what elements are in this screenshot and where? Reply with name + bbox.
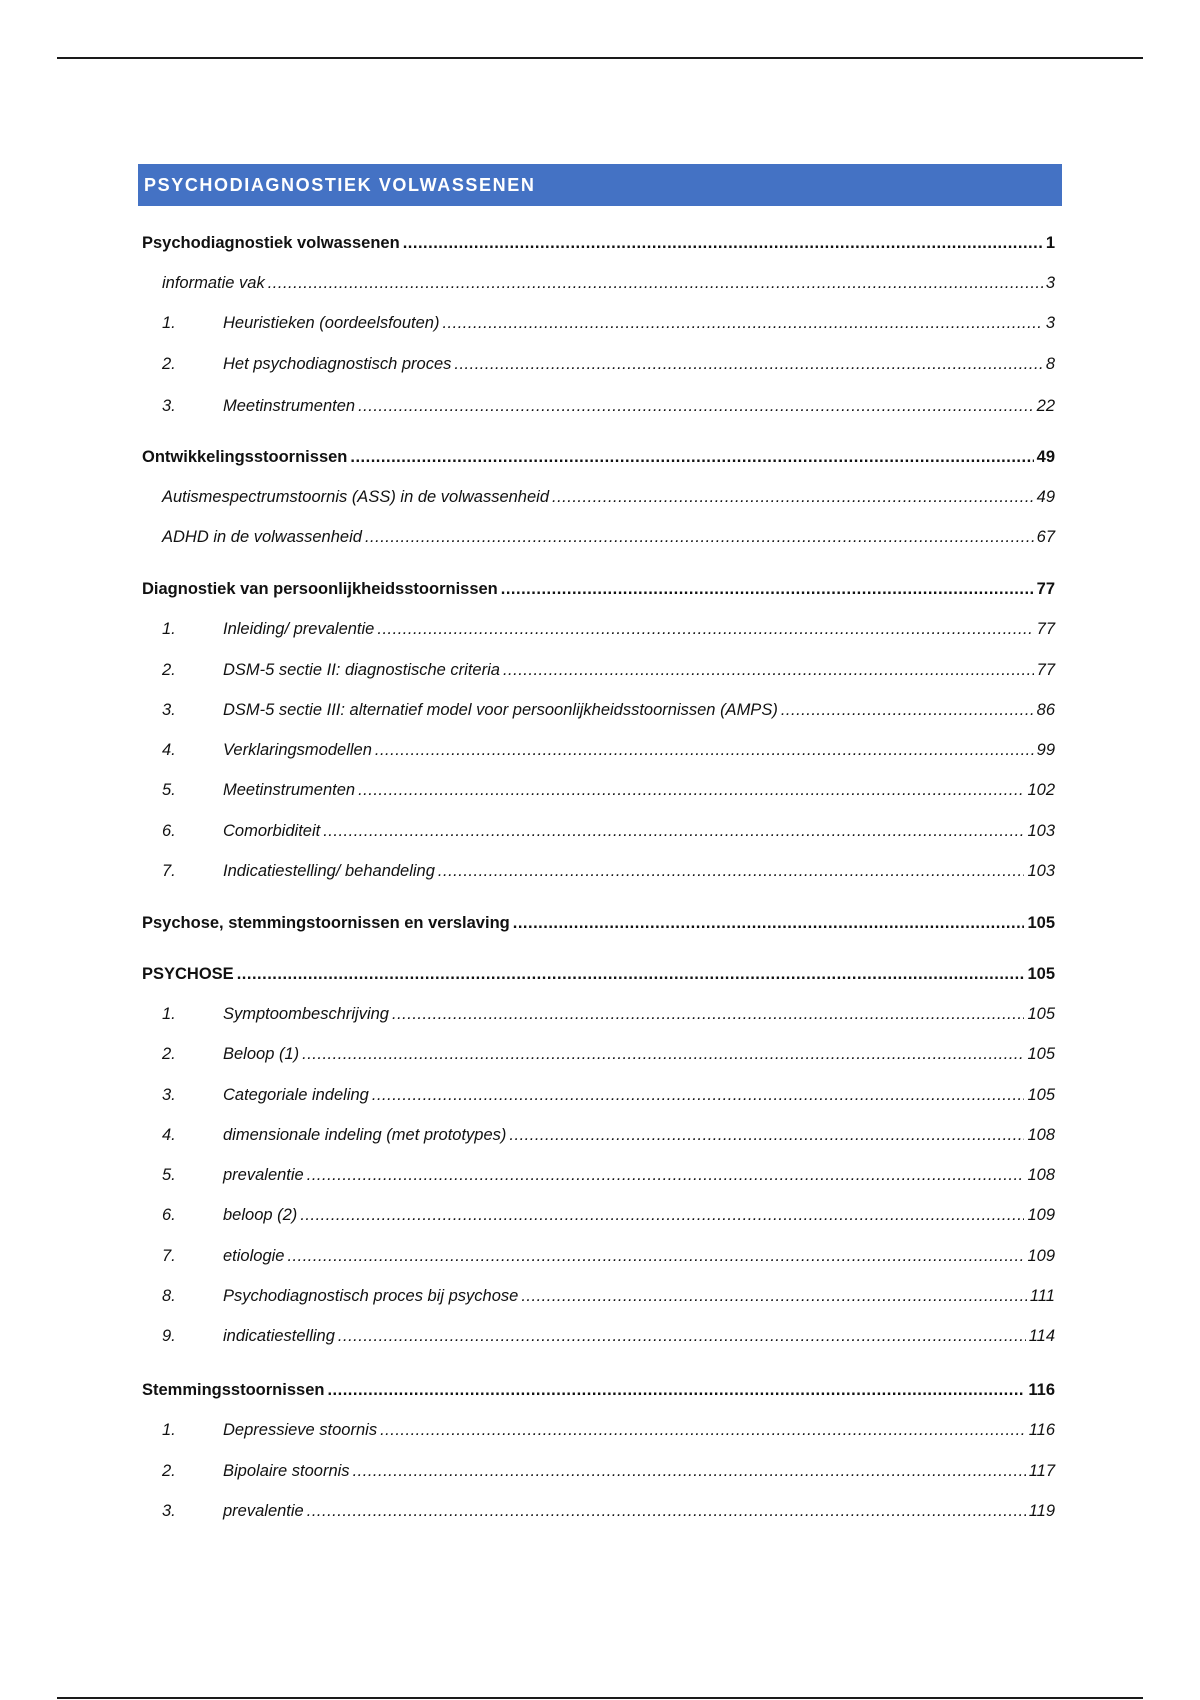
toc-entry-title: Indicatiestelling/ behandeling [223,862,435,880]
toc-chapter-entry[interactable] [142,962,1055,986]
toc-entry-number: 1. [162,314,176,332]
toc-dot-leader [513,911,1025,935]
toc-entry-title: Inleiding/ prevalentie [223,620,375,638]
toc-dot-leader [403,231,1043,255]
toc-dot-leader [454,352,1042,376]
toc-entry-title: prevalentie [223,1502,304,1520]
toc-entry-number: 3. [162,1502,176,1520]
toc-entry-page-number: 109 [1027,1247,1055,1265]
toc-section-entry[interactable] [162,1244,1055,1268]
toc-entry-page-number: 22 [1036,397,1055,415]
toc-entry-page-number: 49 [1036,448,1055,466]
toc-section-entry[interactable] [162,1083,1055,1107]
toc-entry-number: 5. [162,1166,176,1184]
toc-entry-page-number: 77 [1036,661,1055,679]
toc-entry-title: Meetinstrumenten [223,781,356,799]
toc-entry-title: etiologie [223,1247,285,1265]
toc-entry-page-number: 1 [1045,234,1055,252]
toc-entry-page-number: 77 [1036,580,1055,598]
toc-entry-page-number: 103 [1027,862,1055,880]
toc-dot-leader [350,445,1033,469]
toc-entry-title: Comorbiditeit [223,822,321,840]
toc-entry-number: 2. [162,661,176,679]
toc-entry-page-number: 119 [1028,1502,1055,1520]
toc-entry-number: 1. [162,1005,176,1023]
toc-entry-number: 2. [162,355,176,373]
toc-section-entry[interactable] [162,1203,1055,1227]
toc-entry-number: 6. [162,822,176,840]
toc-entry-page-number: 108 [1027,1126,1055,1144]
toc-dot-leader [353,1459,1026,1483]
toc-dot-leader [365,525,1034,549]
toc-entry-title: Het psychodiagnostisch proces [223,355,452,373]
toc-entry-number: 6. [162,1206,176,1224]
toc-entry-title: Categoriale indeling [223,1086,369,1104]
toc-section-entry[interactable] [162,1324,1055,1348]
toc-entry-number: 3. [162,701,176,719]
toc-section-entry[interactable] [162,1499,1055,1523]
toc-dot-leader [307,1163,1025,1187]
toc-entry-number: 8. [162,1287,176,1305]
toc-chapter-entry[interactable] [142,577,1055,601]
toc-entry-page-number: 102 [1027,781,1055,799]
toc-section-entry[interactable] [162,1002,1055,1026]
toc-section-entry[interactable] [162,394,1055,418]
toc-section-entry[interactable] [162,311,1055,335]
toc-entry-title: PSYCHOSE [142,965,234,983]
toc-entry-page-number: 105 [1027,965,1055,983]
toc-entry-title: Psychose, stemmingstoornissen en verslaving [142,914,510,932]
toc-chapter-entry[interactable] [142,231,1055,255]
toc-section-entry[interactable] [162,738,1055,762]
toc-entry-number: 5. [162,781,176,799]
footer-rule [57,1697,1143,1699]
toc-chapter-entry[interactable] [142,911,1055,935]
toc-entry-title: DSM-5 sectie II: diagnostische criteria [223,661,500,679]
toc-entry-page-number: 117 [1028,1462,1055,1480]
toc-section-entry[interactable] [162,1459,1055,1483]
toc-entry-page-number: 105 [1027,914,1055,932]
toc-dot-leader [503,658,1034,682]
toc-entry-page-number: 105 [1027,1005,1055,1023]
toc-section-entry[interactable] [162,617,1055,641]
toc-entry-number: 7. [162,862,176,880]
toc-chapter-entry[interactable] [142,1378,1055,1402]
toc-dot-leader [377,617,1033,641]
toc-entry-number: 1. [162,1421,176,1439]
toc-dot-leader [392,1002,1024,1026]
toc-section-entry[interactable] [162,658,1055,682]
toc-entry-title: Stemmingsstoornissen [142,1381,325,1399]
toc-dot-leader [521,1284,1027,1308]
toc-dot-leader [509,1123,1024,1147]
toc-entry-title: Meetinstrumenten [223,397,356,415]
toc-chapter-entry[interactable] [142,445,1055,469]
toc-entry-number: 4. [162,1126,176,1144]
toc-dot-leader [327,1378,1025,1402]
toc-entry-page-number: 86 [1036,701,1055,719]
toc-entry-page-number: 116 [1028,1421,1055,1439]
toc-entry-page-number: 99 [1036,741,1055,759]
toc-entry-page-number: 3 [1045,314,1055,332]
toc-entry-title: ADHD in de volwassenheid [162,528,362,546]
toc-entry-number: 3. [162,1086,176,1104]
toc-dot-leader [438,859,1025,883]
toc-dot-leader [358,778,1024,802]
toc-entry-title: DSM-5 sectie III: alternatief model voor persoonlijkheidsstoornissen (AMPS) [223,701,778,719]
toc-section-entry[interactable] [162,778,1055,802]
toc-section-entry[interactable] [162,859,1055,883]
toc-entry-page-number: 67 [1036,528,1055,546]
toc-entry-page-number: 108 [1027,1166,1055,1184]
toc-entry-title: Psychodiagnostiek volwassenen [142,234,400,252]
toc-entry-title: Beloop (1) [223,1045,300,1063]
toc-entry-title: dimensionale indeling (met prototypes) [223,1126,507,1144]
toc-entry-number: 4. [162,741,176,759]
toc-section-entry[interactable] [162,352,1055,376]
toc-dot-leader [375,738,1034,762]
toc-dot-leader [552,485,1034,509]
toc-dot-leader [307,1499,1026,1523]
toc-entry-title: Verklaringsmodellen [223,741,372,759]
toc-dot-leader [781,698,1034,722]
toc-dot-leader [302,1042,1024,1066]
toc-dot-leader [287,1244,1024,1268]
toc-dot-leader [372,1083,1025,1107]
toc-entry-page-number: 114 [1028,1327,1055,1345]
toc-dot-leader [300,1203,1024,1227]
toc-entry-page-number: 49 [1036,488,1055,506]
toc-entry-title: Autismespectrumstoornis (ASS) in de volwassenheid [162,488,550,506]
toc-section-entry[interactable] [162,525,1055,549]
toc-section-entry[interactable] [162,698,1055,722]
toc-entry-page-number: 3 [1045,274,1055,292]
toc-dot-leader [268,271,1043,295]
toc-entry-title: Ontwikkelingsstoornissen [142,448,348,466]
toc-dot-leader [380,1418,1026,1442]
toc-entry-title: prevalentie [223,1166,304,1184]
toc-entry-title: Heuristieken (oordeelsfouten) [223,314,440,332]
toc-dot-leader [323,819,1024,843]
toc-dot-leader [338,1324,1026,1348]
toc-entry-title: informatie vak [162,274,265,292]
toc-section-entry[interactable] [162,485,1055,509]
toc-entry-page-number: 116 [1028,1381,1055,1399]
toc-entry-number: 2. [162,1045,176,1063]
toc-entry-page-number: 105 [1027,1086,1055,1104]
toc-entry-page-number: 109 [1027,1206,1055,1224]
toc-entry-number: 3. [162,397,176,415]
toc-entry-page-number: 105 [1027,1045,1055,1063]
toc-entry-title: Diagnostiek van persoonlijkheidsstoornissen [142,580,498,598]
toc-section-entry[interactable] [162,1284,1055,1308]
toc-section-entry[interactable] [162,1163,1055,1187]
toc-entry-page-number: 77 [1036,620,1055,638]
toc-section-entry[interactable] [162,1418,1055,1442]
toc-entry-number: 7. [162,1247,176,1265]
document-title: PSYCHODIAGNOSTIEK VOLWASSENEN [144,175,536,195]
toc-entry-page-number: 103 [1027,822,1055,840]
toc-dot-leader [237,962,1025,986]
toc-entry-title: Symptoombeschrijving [223,1005,389,1023]
toc-section-entry[interactable] [162,1123,1055,1147]
toc-section-entry[interactable] [162,819,1055,843]
toc-dot-leader [501,577,1034,601]
toc-dot-leader [358,394,1034,418]
toc-entry-title: indicatiestelling [223,1327,335,1345]
toc-entry-number: 9. [162,1327,176,1345]
toc-entry-title: beloop (2) [223,1206,298,1224]
toc-entry-number: 1. [162,620,176,638]
toc-section-entry[interactable] [162,271,1055,295]
toc-entry-title: Depressieve stoornis [223,1421,378,1439]
toc-entry-title: Psychodiagnostisch proces bij psychose [223,1287,519,1305]
toc-entry-page-number: 111 [1029,1287,1055,1305]
toc-entry-number: 2. [162,1462,176,1480]
toc-dot-leader [442,311,1042,335]
toc-entry-page-number: 8 [1045,355,1055,373]
toc-section-entry[interactable] [162,1042,1055,1066]
toc-entry-title: Bipolaire stoornis [223,1462,350,1480]
